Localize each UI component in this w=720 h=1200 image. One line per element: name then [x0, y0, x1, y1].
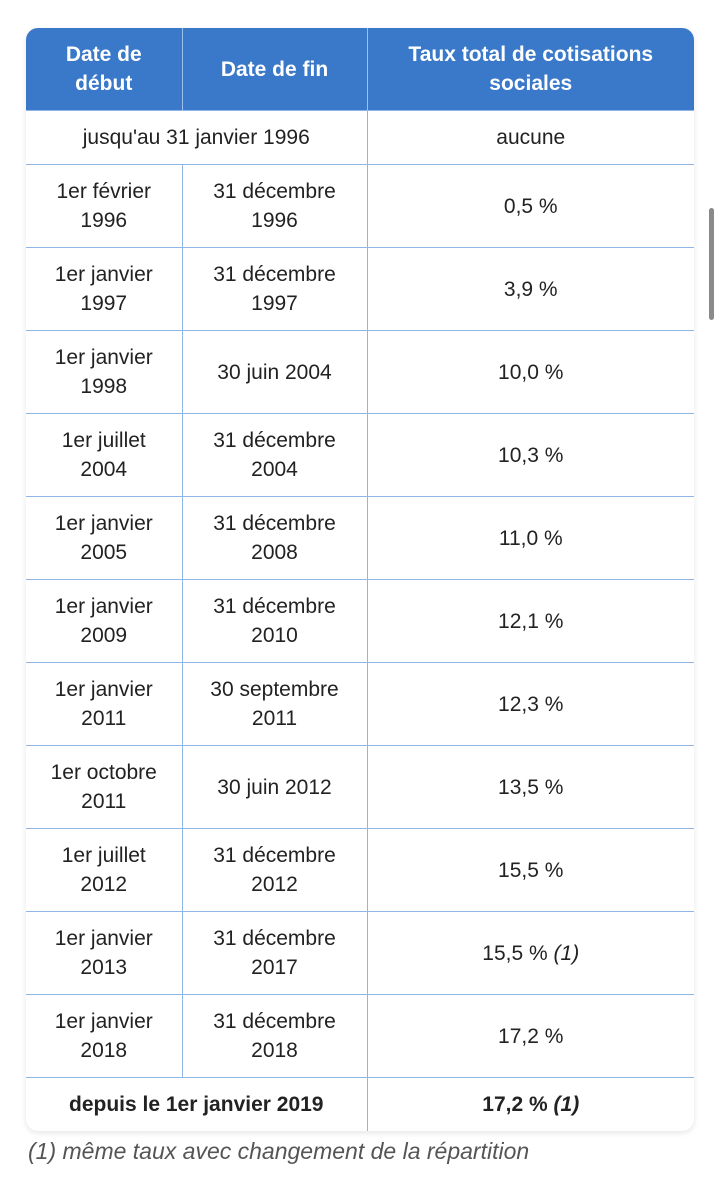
table-row	[26, 912, 694, 995]
end-date-cell: 31 décembre 2010	[182, 580, 367, 663]
table-row	[26, 746, 694, 829]
end-date-cell: 30 juin 2004	[182, 331, 367, 414]
start-date-cell: 1er janvier 1998	[26, 331, 182, 414]
rate-value: 15,5 %	[498, 858, 564, 882]
rate-cell	[367, 331, 694, 414]
rate-cell	[367, 1078, 694, 1132]
end-date-cell: 30 septembre 2011	[182, 663, 367, 746]
table-row-since-2019	[26, 1078, 694, 1132]
table-row-before-1996	[26, 111, 694, 165]
footnote-text: (1) même taux avec changement de la répartition	[28, 1138, 530, 1164]
start-date-cell: 1er janvier 2018	[26, 995, 182, 1078]
rate-cell	[367, 165, 694, 248]
start-date-cell: 1er janvier 1997	[26, 248, 182, 331]
rate-value: 0,5 %	[503, 194, 558, 218]
end-date-cell: 31 décembre 2017	[182, 912, 367, 995]
footnote-ref: (1)	[553, 1093, 580, 1116]
start-date-cell: 1er janvier 2009	[26, 580, 182, 663]
rate-cell	[367, 746, 694, 829]
rate-value: 17,2 %	[482, 1093, 548, 1116]
rate-value: 10,3 %	[498, 443, 564, 467]
table-row	[26, 580, 694, 663]
start-date-cell: 1er juillet 2012	[26, 829, 182, 912]
rate-cell	[367, 912, 694, 995]
table-header-row	[26, 28, 694, 111]
rates-table-card	[26, 28, 694, 1131]
end-date-cell: 31 décembre 1996	[182, 165, 367, 248]
rate-cell	[367, 248, 694, 331]
end-date-cell: 31 décembre 1997	[182, 248, 367, 331]
rates-table	[26, 28, 694, 1131]
table-row	[26, 248, 694, 331]
start-date-cell: 1er janvier 2013	[26, 912, 182, 995]
period-cell: jusqu'au 31 janvier 1996	[26, 111, 367, 165]
start-date-cell: 1er janvier 2005	[26, 497, 182, 580]
rate-value: 11,0 %	[498, 526, 563, 550]
table-row	[26, 414, 694, 497]
end-date-cell: 31 décembre 2018	[182, 995, 367, 1078]
start-date-cell: 1er octobre 2011	[26, 746, 182, 829]
period-cell: depuis le 1er janvier 2019	[26, 1078, 367, 1132]
end-date-cell: 31 décembre 2008	[182, 497, 367, 580]
table-row	[26, 331, 694, 414]
table-row	[26, 165, 694, 248]
header-total-rate: Taux total de cotisations sociales	[367, 28, 694, 111]
rate-cell: aucune	[367, 111, 694, 165]
rate-value: 10,0 %	[498, 360, 564, 384]
table-row	[26, 829, 694, 912]
header-start-date: Date de début	[26, 28, 182, 111]
rate-cell	[367, 497, 694, 580]
table-row	[26, 497, 694, 580]
table-row	[26, 995, 694, 1078]
rate-value: 12,1 %	[498, 609, 564, 633]
end-date-cell: 30 juin 2012	[182, 746, 367, 829]
start-date-cell: 1er janvier 2011	[26, 663, 182, 746]
rate-cell	[367, 995, 694, 1078]
rate-value: 17,2 %	[498, 1024, 564, 1048]
start-date-cell: 1er juillet 2004	[26, 414, 182, 497]
footnote-ref: (1)	[553, 941, 580, 965]
end-date-cell: 31 décembre 2012	[182, 829, 367, 912]
rate-value: 3,9 %	[503, 277, 558, 301]
table-row	[26, 663, 694, 746]
start-date-cell: 1er février 1996	[26, 165, 182, 248]
rate-cell	[367, 414, 694, 497]
rate-value: 12,3 %	[498, 692, 564, 716]
rate-value: 13,5 %	[498, 775, 564, 799]
rate-value: 15,5 %	[482, 941, 548, 965]
rate-cell	[367, 829, 694, 912]
scrollbar-thumb[interactable]	[709, 208, 714, 320]
rate-cell	[367, 580, 694, 663]
rate-cell	[367, 663, 694, 746]
end-date-cell: 31 décembre 2004	[182, 414, 367, 497]
header-end-date: Date de fin	[182, 28, 367, 111]
